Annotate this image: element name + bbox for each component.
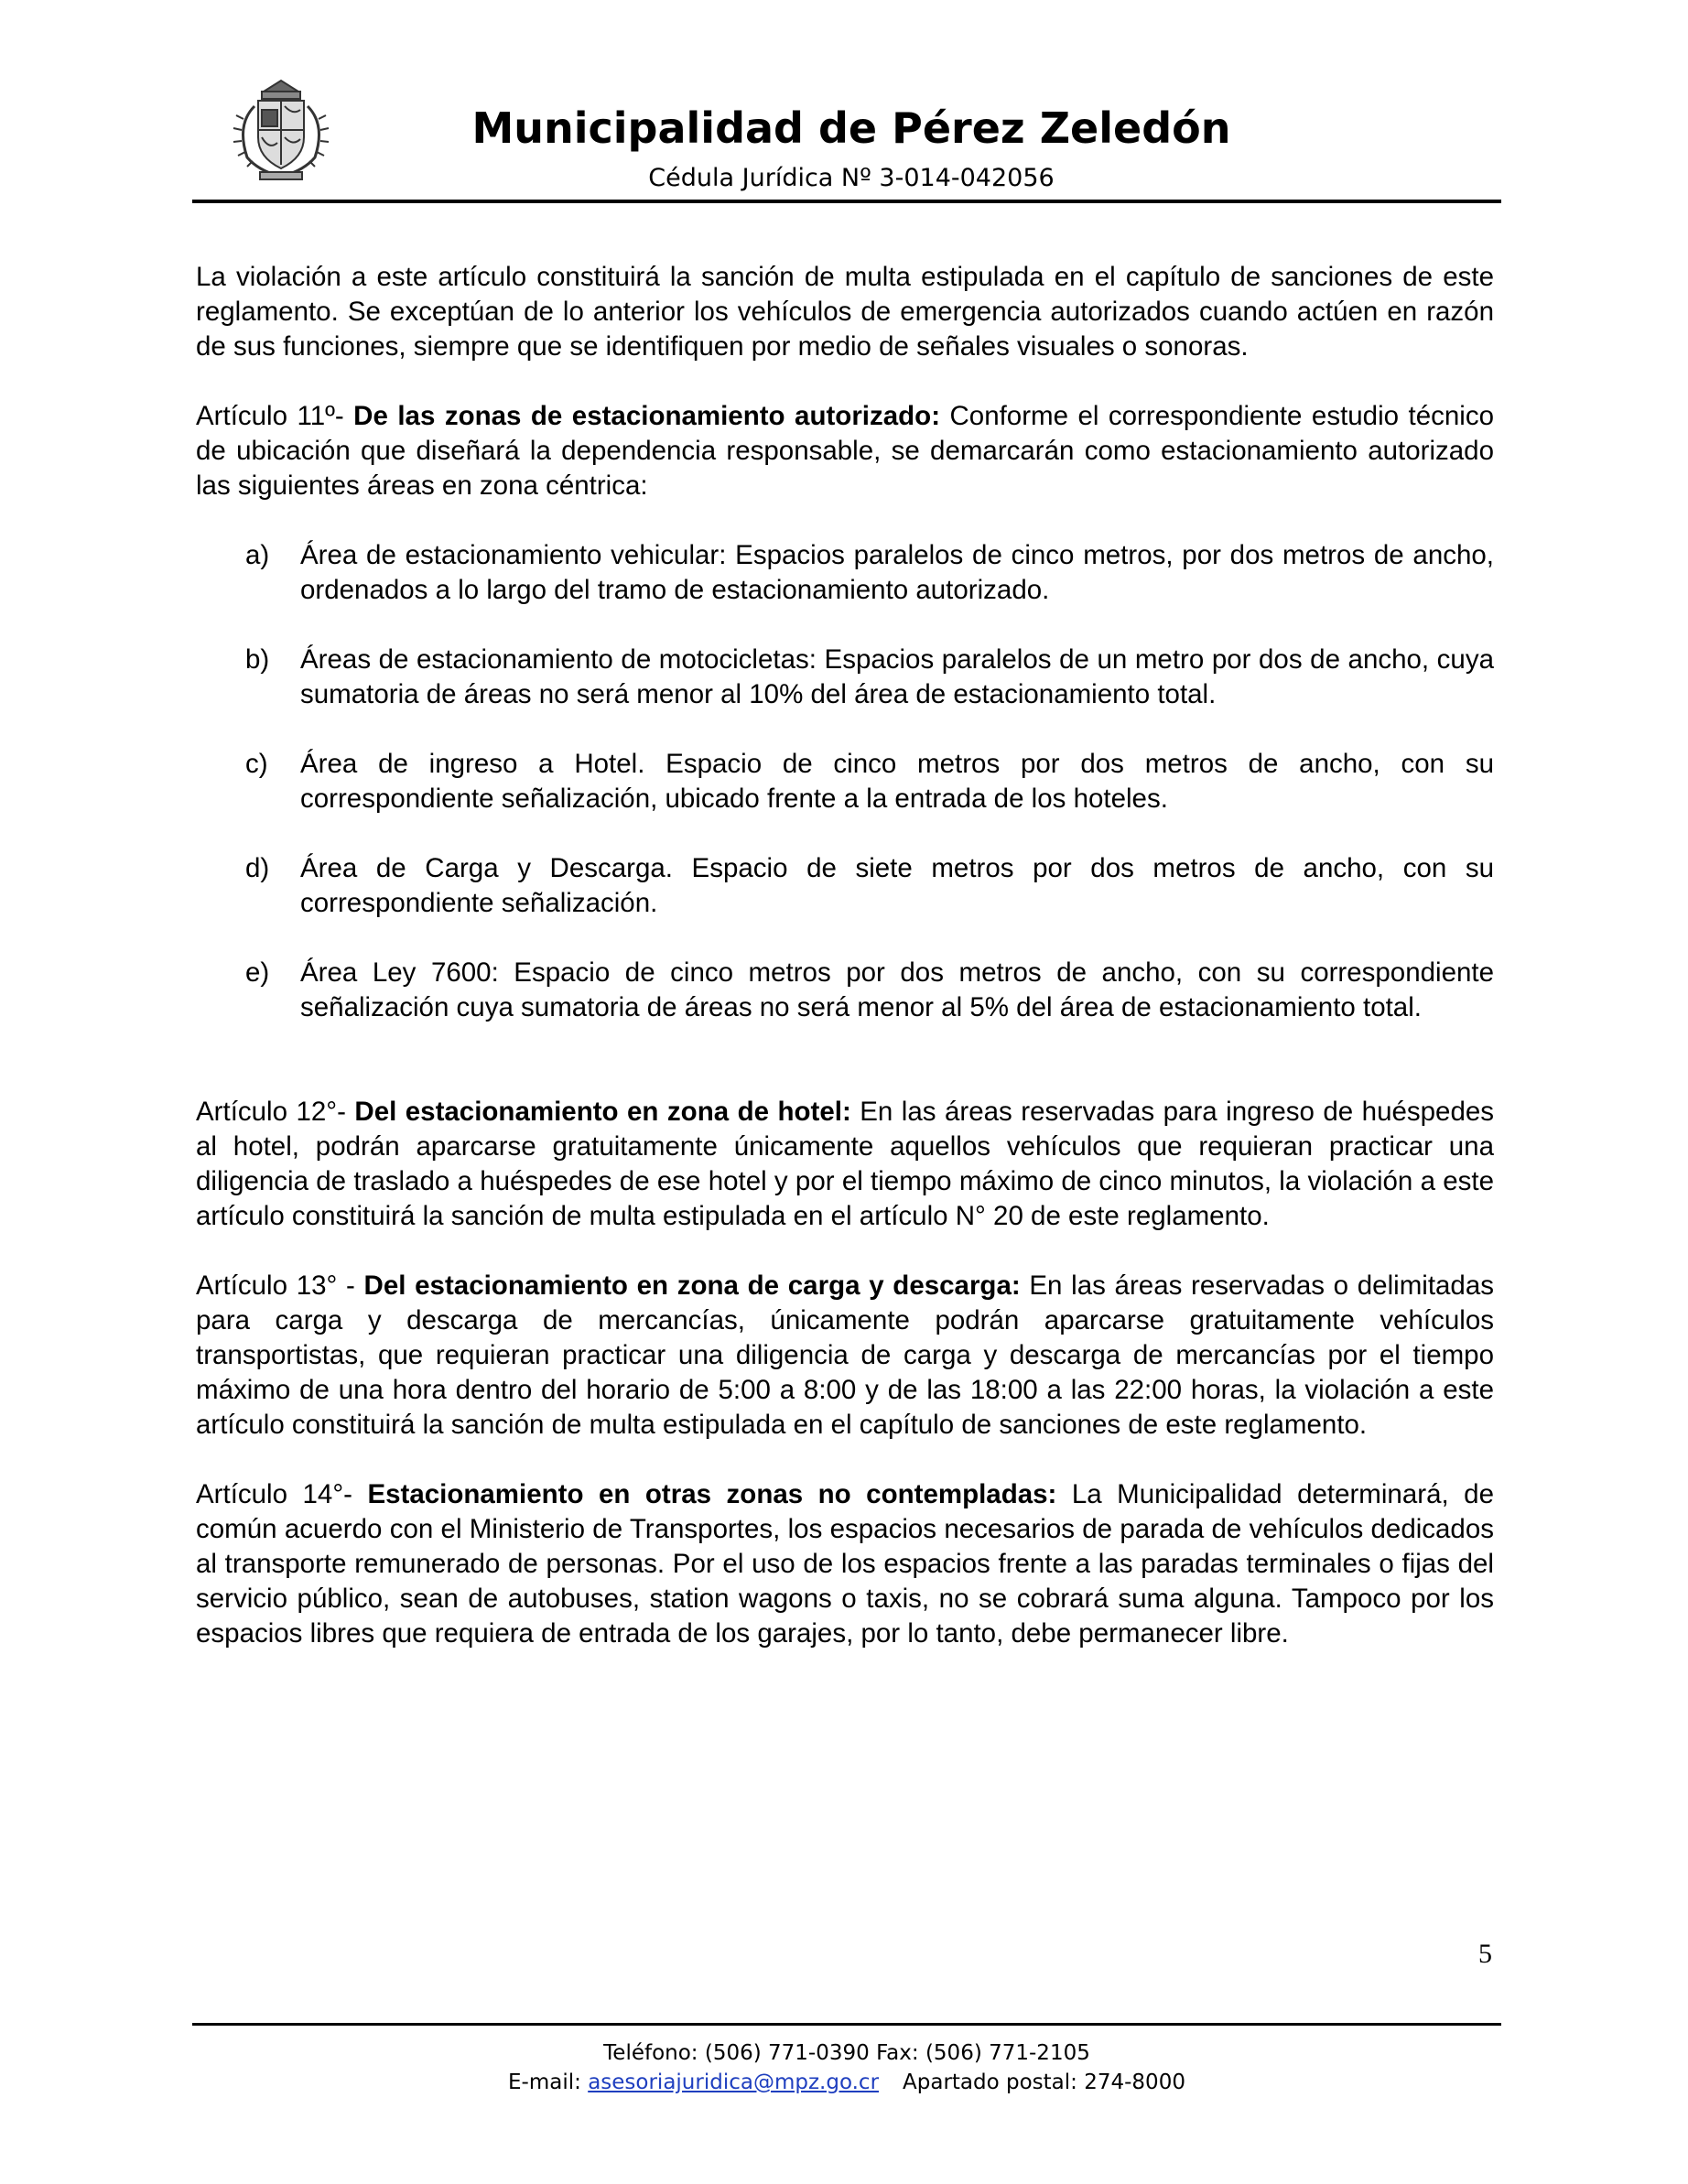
article-11-lead: Artículo 11º- xyxy=(196,401,354,431)
list-item-text: Área de ingreso a Hotel. Espacio de cinco metros por dos metros de ancho, con su correspondiente señalización, ubicado frente a la entrada de los hoteles. xyxy=(300,749,1494,814)
header-divider xyxy=(192,200,1501,203)
article-13 xyxy=(196,1269,1494,1443)
list-item-marker: c) xyxy=(245,749,268,779)
footer-contact xyxy=(192,2069,1501,2096)
cedula-juridica: Cédula Jurídica Nº 3-014-042056 xyxy=(648,164,1055,192)
list-item xyxy=(196,956,1494,1025)
list-item-marker: a) xyxy=(245,540,270,570)
article-14-lead: Artículo 14°- xyxy=(196,1479,368,1509)
list-item xyxy=(196,538,1494,608)
list-item xyxy=(196,851,1494,921)
document-body xyxy=(196,260,1494,1686)
article-14-heading: Estacionamiento en otras zonas no contempladas: xyxy=(367,1479,1057,1509)
page-title: Municipalidad de Pérez Zeledón xyxy=(471,103,1231,153)
article-13-heading: Del estacionamiento en zona de carga y descarga: xyxy=(363,1270,1021,1301)
footer-email-label: E-mail: xyxy=(508,2070,589,2094)
article-11-heading: De las zonas de estacionamiento autorizado: xyxy=(353,401,941,431)
parking-areas-list xyxy=(196,538,1494,1025)
footer-phone-fax: Teléfono: (506) 771-0390 Fax: (506) 771-2105 xyxy=(603,2041,1090,2065)
article-11 xyxy=(196,399,1494,503)
article-14-text: La Municipalidad determinará, de común acuerdo con el Ministerio de Transportes, los espacios necesarios de parada de vehículos dedicados al transporte remunerado de personas. Por el uso de los espacios frente a las paradas terminales o fijas del servicio público, sean de autobuses, station wagons o taxis, no se cobrará suma alguna. Tampoco por los espacios libres que requiera de entrada de los garajes, por lo tanto, debe permanecer libre. xyxy=(196,1479,1494,1649)
list-item-text: Área Ley 7600: Espacio de cinco metros por dos metros de ancho, con su correspondiente señalización cuya sumatoria de áreas no será menor al 5% del área de estacionamiento total. xyxy=(300,957,1494,1022)
article-13-text: En las áreas reservadas o delimitadas para carga y descarga de mercancías, únicamente podrán aparcarse gratuitamente vehículos transportistas, que requieran practicar una diligencia de carga y descarga de mercancías por el tiempo máximo de una hora dentro del horario de 5:00 a 8:00 y de las 18:00 a las 22:00 horas, la violación a este artículo constituirá la sanción de multa estipulada en el capítulo de sanciones de este reglamento. xyxy=(196,1270,1494,1440)
article-14 xyxy=(196,1477,1494,1651)
list-item xyxy=(196,747,1494,816)
article-12-lead: Artículo 12°- xyxy=(196,1097,355,1127)
list-item-text: Área de estacionamiento vehicular: Espacios paralelos de cinco metros, por dos metros de ancho, ordenados a lo largo del tramo de estacionamiento autorizado. xyxy=(300,540,1494,605)
page-number: 5 xyxy=(1478,1939,1492,1969)
list-item-marker: e) xyxy=(245,957,270,988)
list-item-marker: b) xyxy=(245,644,270,675)
footer-divider xyxy=(192,2023,1501,2026)
list-item-text: Áreas de estacionamiento de motocicletas: Espacios paralelos de un metro por dos de ancho, cuya sumatoria de áreas no será menor al 10% del área de estacionamiento total. xyxy=(300,644,1494,709)
list-item-marker: d) xyxy=(245,853,270,883)
article-13-lead: Artículo 13° - xyxy=(196,1270,364,1301)
email-link[interactable]: asesoriajuridica@mpz.go.cr xyxy=(588,2070,880,2094)
paragraph-violation-note: La violación a este artículo constituirá la sanción de multa estipulada en el capítulo de sanciones de este reglamento. Se exceptúan de lo anterior los vehículos de emergencia autorizados cuando actúen en razón de sus funciones, siempre que se identifiquen por medio de señales visuales o sonoras. xyxy=(196,262,1494,362)
article-12 xyxy=(196,1095,1494,1234)
article-12-text: En las áreas reservadas para ingreso de huéspedes al hotel, podrán aparcarse gratuitamente únicamente aquellos vehículos que requieran practicar una diligencia de traslado a huéspedes de ese hotel y por el tiempo máximo de cinco minutos, la violación a este artículo constituirá la sanción de multa estipulada en el artículo N° 20 de este reglamento. xyxy=(196,1097,1495,1231)
article-11-text: Conforme el correspondiente estudio técnico de ubicación que diseñará la dependencia responsable, se demarcarán como estacionamiento autorizado las siguientes áreas en zona céntrica: xyxy=(196,401,1494,501)
list-item-text: Área de Carga y Descarga. Espacio de siete metros por dos metros de ancho, con su correspondiente señalización. xyxy=(300,853,1494,918)
municipal-coat-of-arms-logo xyxy=(227,73,335,185)
footer-postal: Apartado postal: 274-8000 xyxy=(903,2070,1185,2094)
list-item xyxy=(196,643,1494,712)
article-12-heading: Del estacionamiento en zona de hotel: xyxy=(354,1097,851,1127)
